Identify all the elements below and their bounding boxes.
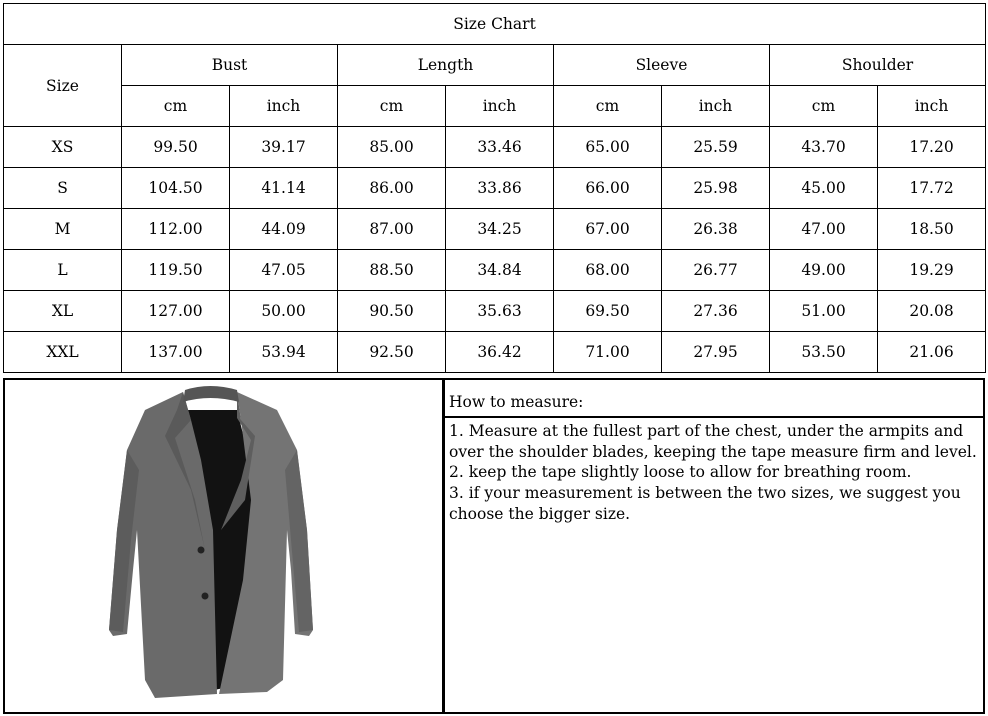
value-cell: 25.59 <box>662 127 770 168</box>
table-title: Size Chart <box>4 4 986 45</box>
value-cell: 88.50 <box>338 250 446 291</box>
value-cell: 25.98 <box>662 168 770 209</box>
table-row <box>4 291 986 332</box>
table-row <box>4 332 986 373</box>
size-cell: XS <box>4 127 122 168</box>
value-cell: 47.00 <box>770 209 878 250</box>
unit-header: cm <box>554 86 662 127</box>
value-cell: 33.86 <box>446 168 554 209</box>
value-cell: 17.20 <box>878 127 986 168</box>
value-cell: 87.00 <box>338 209 446 250</box>
value-cell: 26.38 <box>662 209 770 250</box>
value-cell: 53.94 <box>230 332 338 373</box>
value-cell: 85.00 <box>338 127 446 168</box>
value-cell: 127.00 <box>122 291 230 332</box>
unit-header: inch <box>230 86 338 127</box>
value-cell: 137.00 <box>122 332 230 373</box>
size-cell: L <box>4 250 122 291</box>
value-cell: 34.25 <box>446 209 554 250</box>
value-cell: 51.00 <box>770 291 878 332</box>
value-cell: 86.00 <box>338 168 446 209</box>
size-cell: XXL <box>4 332 122 373</box>
value-cell: 69.50 <box>554 291 662 332</box>
value-cell: 68.00 <box>554 250 662 291</box>
value-cell: 43.70 <box>770 127 878 168</box>
measure-step: 1. Measure at the fullest part of the chest, under the armpits and over the shoulder blades, keeping the tape measure firm and level. <box>449 422 977 461</box>
size-cell: S <box>4 168 122 209</box>
product-image-panel <box>3 378 444 714</box>
value-cell: 119.50 <box>122 250 230 291</box>
table-row <box>4 127 986 168</box>
table-row <box>4 209 986 250</box>
size-cell: M <box>4 209 122 250</box>
group-header: Bust <box>122 45 338 86</box>
group-header: Length <box>338 45 554 86</box>
value-cell: 27.36 <box>662 291 770 332</box>
value-cell: 50.00 <box>230 291 338 332</box>
group-header: Shoulder <box>770 45 986 86</box>
table-row <box>4 250 986 291</box>
measure-step: 2. keep the tape slightly loose to allow for breathing room. <box>449 463 912 482</box>
value-cell: 45.00 <box>770 168 878 209</box>
size-cell: XL <box>4 291 122 332</box>
value-cell: 66.00 <box>554 168 662 209</box>
value-cell: 17.72 <box>878 168 986 209</box>
value-cell: 21.06 <box>878 332 986 373</box>
unit-header: inch <box>446 86 554 127</box>
table-row <box>4 168 986 209</box>
value-cell: 39.17 <box>230 127 338 168</box>
how-to-measure-panel <box>443 378 985 714</box>
coat-collar <box>183 386 239 402</box>
size-column-header: Size <box>4 45 122 127</box>
value-cell: 18.50 <box>878 209 986 250</box>
value-cell: 49.00 <box>770 250 878 291</box>
unit-header: cm <box>338 86 446 127</box>
value-cell: 27.95 <box>662 332 770 373</box>
how-to-measure-heading: How to measure: <box>445 380 983 418</box>
value-cell: 67.00 <box>554 209 662 250</box>
coat-image <box>5 380 442 712</box>
value-cell: 20.08 <box>878 291 986 332</box>
value-cell: 19.29 <box>878 250 986 291</box>
unit-header: inch <box>662 86 770 127</box>
value-cell: 90.50 <box>338 291 446 332</box>
size-chart-table <box>3 3 986 373</box>
value-cell: 65.00 <box>554 127 662 168</box>
value-cell: 34.84 <box>446 250 554 291</box>
how-to-measure-steps <box>445 418 983 525</box>
value-cell: 35.63 <box>446 291 554 332</box>
value-cell: 104.50 <box>122 168 230 209</box>
value-cell: 36.42 <box>446 332 554 373</box>
unit-header: cm <box>770 86 878 127</box>
value-cell: 41.14 <box>230 168 338 209</box>
value-cell: 33.46 <box>446 127 554 168</box>
coat-button-bottom <box>202 593 209 600</box>
value-cell: 53.50 <box>770 332 878 373</box>
unit-header: inch <box>878 86 986 127</box>
coat-button-top <box>198 547 205 554</box>
value-cell: 26.77 <box>662 250 770 291</box>
group-header: Sleeve <box>554 45 770 86</box>
value-cell: 112.00 <box>122 209 230 250</box>
value-cell: 44.09 <box>230 209 338 250</box>
value-cell: 71.00 <box>554 332 662 373</box>
value-cell: 92.50 <box>338 332 446 373</box>
value-cell: 99.50 <box>122 127 230 168</box>
unit-header: cm <box>122 86 230 127</box>
value-cell: 47.05 <box>230 250 338 291</box>
measure-step: 3. if your measurement is between the two sizes, we suggest you choose the bigger size. <box>449 484 961 523</box>
